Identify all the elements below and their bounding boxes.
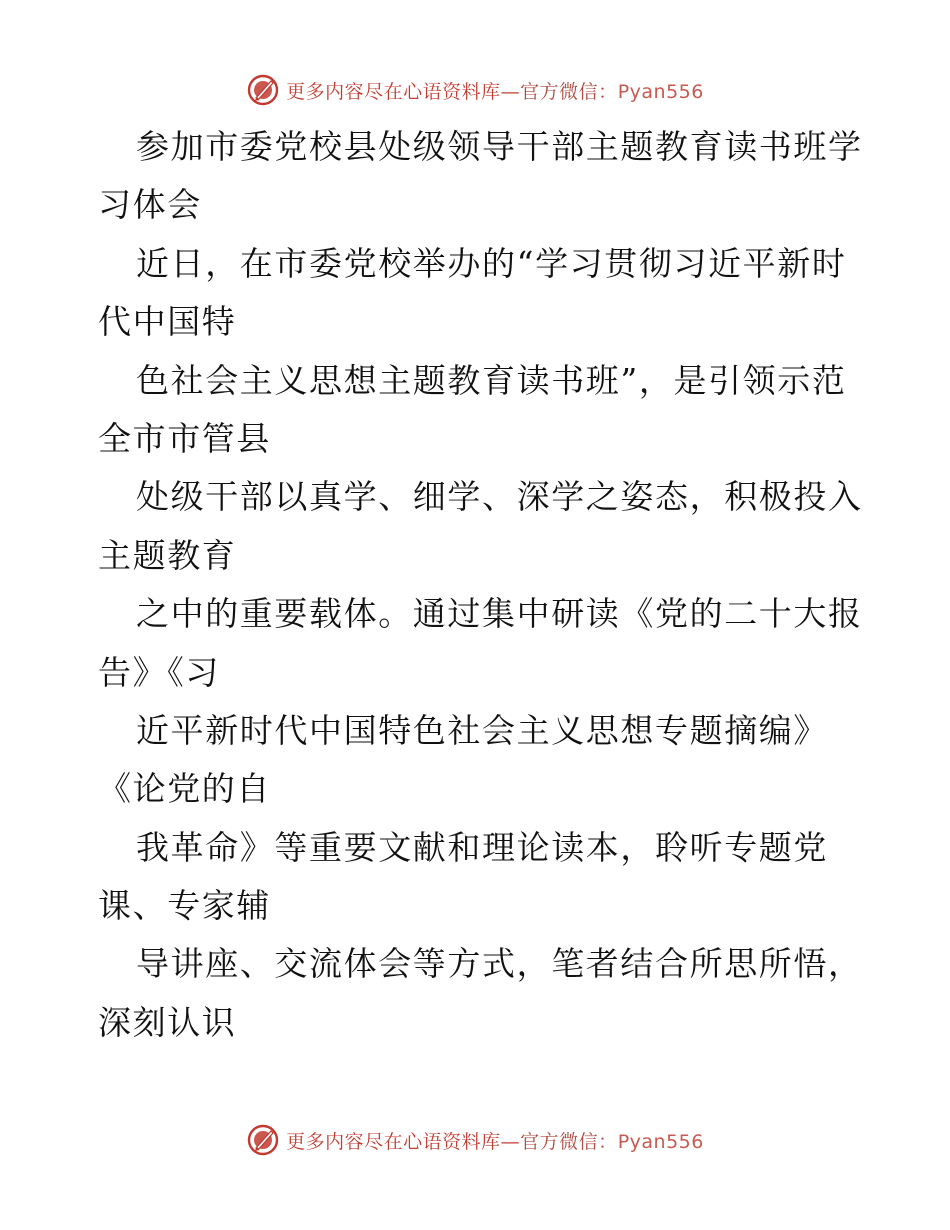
- watermark-wechat-label: 官方微信：: [520, 1130, 618, 1153]
- watermark-wechat-label: 官方微信：: [520, 80, 618, 103]
- watermark-main-text: 更多内容尽在心语资料库: [286, 1130, 501, 1153]
- header-watermark: [0, 72, 950, 108]
- text-line: 参加市委党校县处级领导干部主题教育读书班学: [136, 127, 863, 166]
- watermark-text: [286, 1127, 704, 1154]
- text-line: 告》《习: [98, 652, 220, 692]
- text-line: 代中国特: [98, 302, 237, 342]
- pen-logo-icon: [246, 73, 280, 107]
- text-line: 色社会主义思想主题教育读书班”，是引领示范: [136, 360, 847, 400]
- text-line: 《论党的自: [98, 769, 271, 809]
- watermark-separator: —: [500, 80, 521, 103]
- text-line: 我革命》等重要文献和理论读本，聆听专题党: [136, 827, 828, 867]
- text-line: 之中的重要载体。通过集中研读《党的二十大报: [136, 594, 863, 634]
- text-line: 主题教育: [98, 535, 237, 575]
- text-line: 近平新时代中国特色社会主义思想专题摘编》: [136, 710, 828, 750]
- text-line: 处级干部以真学、细学、深学之姿态，积极投入: [136, 477, 863, 517]
- text-line: 近日，在市委党校举办的“学习贯彻习近平新时: [136, 243, 847, 283]
- watermark-main-text: 更多内容尽在心语资料库: [286, 80, 501, 103]
- text-line: 导讲座、交流体会等方式，笔者结合所思所悟，: [136, 944, 863, 984]
- footer-watermark: [0, 1122, 950, 1158]
- watermark-separator: —: [500, 1130, 521, 1153]
- text-line: 全市市管县: [98, 418, 271, 458]
- watermark-wechat-id: Pyan556: [617, 80, 704, 103]
- pen-logo-icon: [246, 1123, 280, 1157]
- text-line: 深刻认识: [98, 1002, 237, 1042]
- watermark-wechat-id: Pyan556: [617, 1130, 704, 1153]
- text-line: 课、专家辅: [98, 886, 271, 926]
- watermark-text: [286, 77, 704, 104]
- text-line: 习体会: [98, 185, 202, 225]
- document-body: [98, 118, 863, 1052]
